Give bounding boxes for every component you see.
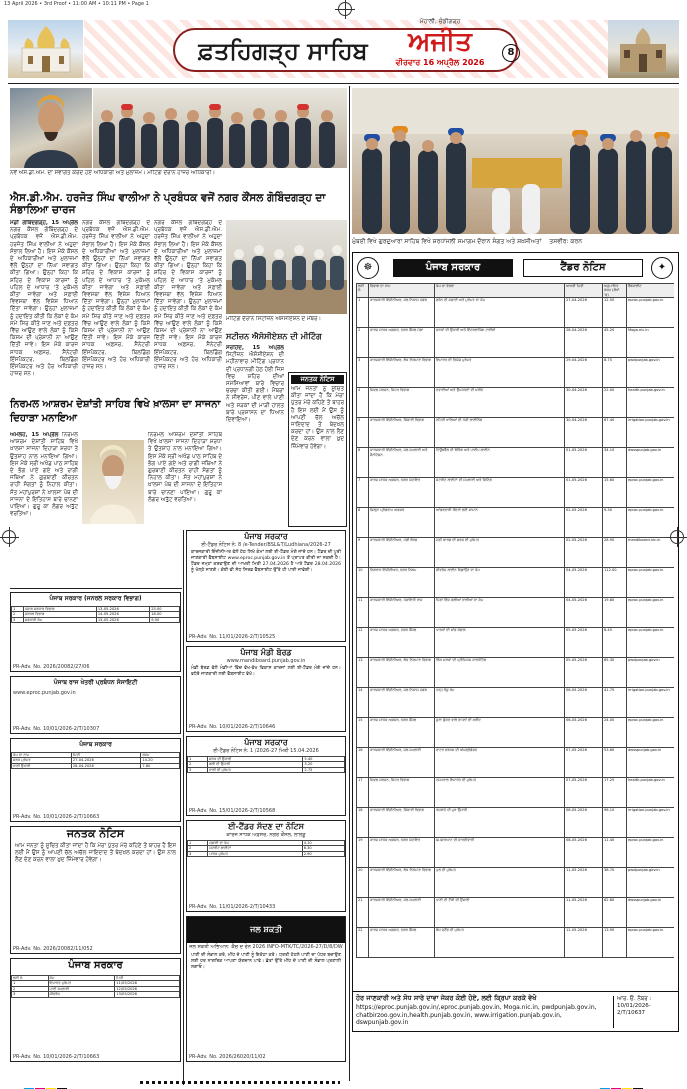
table-cell: ਸੀਵਰੇਜ ਲਾਈਨ ਵਿਛਾਉਣ ਦਾ ਕੰਮ [435, 568, 565, 598]
col-header: ਕੰਮ ਦਾ ਵੇਰਵਾ [435, 284, 565, 298]
print-strip [140, 1081, 340, 1084]
table-cell: ਕਾਰਜਕਾਰੀ ਇੰਜੀਨੀਅਰ, ਮੰਡੀ ਬੋਰਡ [369, 538, 435, 568]
table-row [357, 598, 675, 628]
table-cell: 112.00 [603, 568, 627, 598]
table-cell: eproc.punjab.gov.in [627, 718, 675, 748]
small-ad-1-title: ਪੰਜਾਬ ਸਰਕਾਰ (ਜਨਰਲ ਸਰਕਾਰ ਵਿਭਾਗ) [49, 595, 142, 602]
table-cell: ਪਿੰਡਾਂ ਵਿੱਚ ਗਲੀਆਂ ਨਾਲੀਆਂ ਦਾ ਕੰਮ [435, 598, 565, 628]
table-row [357, 868, 675, 898]
table-row [357, 808, 675, 838]
mid-ad-1-title: ਪੰਜਾਬ ਸਰਕਾਰ [244, 531, 288, 541]
table-cell: 34.10 [603, 448, 627, 478]
table-cell: 06-05-2026 [565, 718, 603, 748]
table-cell: ਕੂੜਾ ਚੁੱਕਣ ਵਾਲੇ ਵਾਹਨਾਂ ਦੀ ਖ਼ਰੀਦ [435, 718, 565, 748]
small-ad-3: ਪੰਜਾਬ ਸਰਕਾਰ ਕੰਮ ਦਾ ਨਾਮ ਮਿਤੀ ਰਕਮ ਸੜਕ ਮੁਰੰਮਤ 27-04-2026 14.20 ਨਾਲੀ ਉਸਾਰੀ 28-04-2026 7.80 PR-Adv. No. 10/01/2026-2/T/10663 [10, 738, 181, 822]
table-cell: 2 [357, 328, 369, 358]
lead-body-text-cont-2: ਨਗਰ ਕੌਂਸਲ ਗੋਬਿੰਦਗੜ੍ਹ ਦੇ ਪ੍ਰਬੰਧਕ ਵਜੋਂ ਐਸ.ਡੀ.ਐਮ. ਹਰਜੋਤ ਸਿੰਘ ਵਾਲੀਆ ਨੇ ਅਹੁਦਾ ਸੰਭਾਲ ਲਿਆ ਹੈ। ਇਸ ਮੌਕੇ ਕੌਂਸਲ ਦੇ ਅਧਿਕਾਰੀਆਂ ਅਤੇ ਮੁਲਾਜ਼ਮਾਂ ਵੱਲੋਂ ਉਨ੍ਹਾਂ ਦਾ ਨਿੱਘਾ ਸਵਾਗਤ ਕੀਤਾ ਗਿਆ। ਉਨ੍ਹਾਂ ਕਿਹਾ ਕਿ ਸ਼ਹਿਰ ਦੇ ਵਿਕਾਸ ਕਾਰਜਾਂ ਨੂੰ ਪਹਿਲ ਦੇ ਆਧਾਰ 'ਤੇ ਮੁਕੰਮਲ ਕੀਤਾ ਜਾਵੇਗਾ ਅਤੇ ਸਫ਼ਾਈ ਵਿਵਸਥਾ ਵੱਲ ਵਿਸ਼ੇਸ਼ ਧਿਆਨ ਦਿੱਤਾ ਜਾਵੇਗਾ। ਉਨ੍ਹਾਂ ਮੁਲਾਜ਼ਮਾਂ ਨੂੰ ਹਦਾਇਤ ਕੀਤੀ ਕਿ ਲੋਕਾਂ ਦੇ ਕੰਮ ਸਮੇਂ ਸਿਰ ਕੀਤੇ ਜਾਣ ਅਤੇ ਦਫ਼ਤਰ ਵਿੱਚ ਆਉਣ ਵਾਲੇ ਲੋਕਾਂ ਨੂੰ ਕਿਸੇ ਕਿਸਮ ਦੀ ਪ੍ਰੇਸ਼ਾਨੀ ਨਾ ਆਉਣ ਦਿੱਤੀ ਜਾਵੇ। ਇਸ ਮੌਕੇ ਕਾਰਜ ਸਾਧਕ ਅਫ਼ਸਰ, ਸੈਨੇਟਰੀ ਇੰਸਪੈਕਟਰ, ਬਿਲਡਿੰਗ ਇੰਸਪੈਕਟਰ ਅਤੇ ਹੋਰ ਅਧਿਕਾਰੀ ਹਾਜ਼ਰ ਸਨ। [154, 220, 222, 371]
masthead [8, 18, 679, 80]
table-cell: 07-05-2026 [565, 778, 603, 808]
table-cell: 28.90 [603, 538, 627, 568]
table-row [357, 568, 675, 598]
table-cell: 17 [357, 778, 369, 808]
sdm-portrait-photo [10, 88, 92, 168]
table-cell: dwsspunjab.gov.in [627, 748, 675, 778]
table-cell: 07-05-2026 [565, 748, 603, 778]
registration-mark-icon [670, 530, 684, 544]
table-row [357, 928, 675, 958]
table-cell: ਕਾਰਜਕਾਰੀ ਇੰਜੀਨੀਅਰ, ਜਲ ਨਿਕਾਸ ਮੰਡਲ [369, 688, 435, 718]
table-row [357, 628, 675, 658]
table-cell: ਇਮਾਰਤ ਦੀ ਵਿਸ਼ੇਸ਼ ਮੁਰੰਮਤ [435, 358, 565, 388]
table-cell: 13 [357, 658, 369, 688]
table-cell: 12.50 [603, 298, 627, 328]
mid-ad-4-ref: PR-Adv. No. 11/01/2026-2/T/10433 [189, 904, 276, 910]
col-header: ਆਖਰੀ ਮਿਤੀ [565, 284, 603, 298]
table-cell: ਜ਼ਿਲ੍ਹਾ ਪ੍ਰੋਗਰਾਮ ਅਫ਼ਸਰ [369, 508, 435, 538]
mid-ad-5-title: ਜਲ ਸ਼ਕਤੀ [187, 917, 345, 943]
adv-label: ਆਰ. ਓ. ਨੰਬਰ : [617, 996, 652, 1002]
table-cell: dwsspunjab.gov.in [627, 898, 675, 928]
mid-ad-1-ref: PR-Adv. No. 11/01/2026-2/T/10525 [189, 634, 276, 640]
gurdwara-photo [8, 20, 83, 78]
table-cell: ਕਾਰਜਕਾਰੀ ਇੰਜੀਨੀਅਰ, ਸਿੰਚਾਈ ਵਿਭਾਗ [369, 418, 435, 448]
meeting-photo-caption: ਮੀਟਿੰਗ ਦੌਰਾਨ ਸਿਟੀਜ਼ਨ ਐਸੋਸੀਏਸ਼ਨ ਦੇ ਮੈਂਬਰ। [226, 316, 322, 322]
table-cell: 11 [357, 598, 369, 628]
table-cell: ਨਹਿਰੀ ਖਾਲਿਆਂ ਦੀ ਪੱਕੀ ਲਾਈਨਿੰਗ [435, 418, 565, 448]
lead-dateline: ਮੰਡੀ ਗੋਬਿੰਦਗੜ੍ਹ, 15 ਅਪ੍ਰੈਲ [10, 220, 78, 226]
table-cell: ਨਿਗਰਾਨ ਇੰਜੀਨੀਅਰ, ਨਗਰ ਨਿਗਮ [369, 568, 435, 598]
table-cell: ਕਾਰਜਕਾਰੀ ਇੰਜੀਨੀਅਰ, ਜਲ ਸਪਲਾਈ ਅਤੇ ਸੈਨੀਟੇਸ਼ਨ [369, 448, 435, 478]
table-cell: ਕਾਰਜ ਸਾਧਕ ਅਫ਼ਸਰ, ਨਗਰ ਕੌਂਸਲ [369, 718, 435, 748]
mid-ad-3-line: ਈ-ਟੈਂਡਰ ਨੋਟਿਸ ਨੰ: 1 /2026-27 ਮਿਤੀ 15.04.2026 [213, 748, 319, 754]
table-cell: ਸੜਕਾਂ ਦੀ ਉਸਾਰੀ ਅਤੇ ਇੰਟਰਲਾਕਿੰਗ ਟਾਈਲਾਂ [435, 328, 565, 358]
table-cell: eproc.punjab.gov.in [627, 478, 675, 508]
table-cell: 6.45 [603, 628, 627, 658]
col-header: ਲੜੀ ਨੰ. [357, 284, 369, 298]
table-cell: 08-05-2026 [565, 808, 603, 838]
monument-photo [608, 20, 679, 78]
small-ad-1-ref: PR-Adv. No. 2026/20082/27/06 [13, 664, 90, 670]
tender-table [356, 283, 674, 958]
table-cell: health.punjab.gov.in [627, 388, 675, 418]
table-cell: ਮੰਡੀ ਯਾਰਡ ਦੀ ਫ਼ਰਸ਼ ਦੀ ਮੁਰੰਮਤ [435, 538, 565, 568]
mid-ad-3: ਪੰਜਾਬ ਸਰਕਾਰ ਈ-ਟੈਂਡਰ ਨੋਟਿਸ ਨੰ: 1 /2026-27 ਮਿਤੀ 15.04.2026 1 ਸੜਕ ਦੀ ਉਸਾਰੀ 5.40 2 ਗਲੀ ਦੀ ਉਸਾਰੀ 3.20 3 ਨਾਲੀ ਦੀ ਮੁਰੰਮਤ 2.75 PR-Adv. No. 15/01/2026-2/T/10568 [186, 736, 346, 816]
table-cell: ਵਾਟਰ ਵਰਕਸ ਦੀ ਅੱਪਗ੍ਰੇਡੇਸ਼ਨ [435, 748, 565, 778]
table-cell: 05-05-2026 [565, 658, 603, 688]
table-cell: 6 [357, 448, 369, 478]
table-cell: 22 [357, 928, 369, 958]
table-cell: eproc.punjab.gov.in [627, 508, 675, 538]
officials-group-photo [93, 88, 347, 168]
table-cell: 21 [357, 898, 369, 928]
table-cell: 85.30 [603, 658, 627, 688]
col-header: ਵੈੱਬਸਾਈਟ [627, 284, 675, 298]
table-cell: 7 [357, 478, 369, 508]
table-cell: irrigation.punjab.gov.in [627, 418, 675, 448]
table-cell: pwdpunjab.gov.in [627, 868, 675, 898]
table-cell: 19.80 [603, 598, 627, 628]
table-cell: 96.10 [603, 808, 627, 838]
lead-headline: ਐਸ.ਡੀ.ਐਮ. ਹਰਜੋਤ ਸਿੰਘ ਵਾਲੀਆ ਨੇ ਪ੍ਰਬੰਧਕ ਵਜੋਂ ਨਗਰ ਕੌਂਸਲ ਗੋਬਿੰਦਗੜ੍ਹ ਦਾ ਸੰਭਾਲਿਆ ਚਾਰਜ [10, 192, 326, 216]
small-ad-5-ref: PR-Adv. No. 10/01/2026-2/T/10663 [13, 1054, 100, 1060]
mid-ad-4-title: ਈ-ਟੈਂਡਰ ਸੱਦਣ ਦਾ ਨੋਟਿਸ [228, 821, 304, 831]
table-row [357, 298, 675, 328]
table-row [357, 418, 675, 448]
lead-body-text: ਨਗਰ ਕੌਂਸਲ ਗੋਬਿੰਦਗੜ੍ਹ ਦੇ ਪ੍ਰਬੰਧਕ ਵਜੋਂ ਐਸ.ਡੀ.ਐਮ. ਹਰਜੋਤ ਸਿੰਘ ਵਾਲੀਆ ਨੇ ਅਹੁਦਾ ਸੰਭਾਲ ਲਿਆ ਹੈ। ਇਸ ਮੌਕੇ ਕੌਂਸਲ ਦੇ ਅਧਿਕਾਰੀਆਂ ਅਤੇ ਮੁਲਾਜ਼ਮਾਂ ਵੱਲੋਂ ਉਨ੍ਹਾਂ ਦਾ ਨਿੱਘਾ ਸਵਾਗਤ ਕੀਤਾ ਗਿਆ। ਉਨ੍ਹਾਂ ਕਿਹਾ ਕਿ ਸ਼ਹਿਰ ਦੇ ਵਿਕਾਸ ਕਾਰਜਾਂ ਨੂੰ ਪਹਿਲ ਦੇ ਆਧਾਰ 'ਤੇ ਮੁਕੰਮਲ ਕੀਤਾ ਜਾਵੇਗਾ ਅਤੇ ਸਫ਼ਾਈ ਵਿਵਸਥਾ ਵੱਲ ਵਿਸ਼ੇਸ਼ ਧਿਆਨ ਦਿੱਤਾ ਜਾਵੇਗਾ। ਉਨ੍ਹਾਂ ਮੁਲਾਜ਼ਮਾਂ ਨੂੰ ਹਦਾਇਤ ਕੀਤੀ ਕਿ ਲੋਕਾਂ ਦੇ ਕੰਮ ਸਮੇਂ ਸਿਰ ਕੀਤੇ ਜਾਣ ਅਤੇ ਦਫ਼ਤਰ ਵਿੱਚ ਆਉਣ ਵਾਲੇ ਲੋਕਾਂ ਨੂੰ ਕਿਸੇ ਕਿਸਮ ਦੀ ਪ੍ਰੇਸ਼ਾਨੀ ਨਾ ਆਉਣ ਦਿੱਤੀ ਜਾਵੇ। ਇਸ ਮੌਕੇ ਕਾਰਜ ਸਾਧਕ ਅਫ਼ਸਰ, ਸੈਨੇਟਰੀ ਇੰਸਪੈਕਟਰ, ਬਿਲਡਿੰਗ ਇੰਸਪੈਕਟਰ ਅਤੇ ਹੋਰ ਅਧਿਕਾਰੀ ਹਾਜ਼ਰ ਸਨ। [10, 227, 78, 378]
public-notice-body: ਆਮ ਜਨਤਾ ਨੂੰ ਸੂਚਿਤ ਕੀਤਾ ਜਾਂਦਾ ਹੈ ਕਿ ਮੇਰਾ ਪੁੱਤਰ ਮੇਰੇ ਕਹਿਣੇ ਤੋਂ ਬਾਹਰ ਹੈ ਇਸ ਲਈ ਮੈਂ ਉਸ ਨੂੰ ਆਪਣੀ ਚੱਲ ਅਚੱਲ ਜਾਇਦਾਦ ਤੋਂ ਬੇਦਖ਼ਲ ਕਰਦਾ ਹਾਂ। ਉਸ ਨਾਲ ਲੈਣ ਦੇਣ ਕਰਨ ਵਾਲਾ ਖ਼ੁਦ ਜ਼ਿੰਮੇਵਾਰ ਹੋਵੇਗਾ। [291, 386, 344, 450]
mid-ad-2-ref: PR-Adv. No. 10/01/2026-2/T/10646 [189, 724, 276, 730]
table-cell: health.punjab.gov.in [627, 778, 675, 808]
mid-ad-2-line: www.mandiboard.punjab.gov.in [226, 658, 306, 664]
table-row [357, 898, 675, 928]
table-row [357, 448, 675, 478]
table-cell: 12 [357, 628, 369, 658]
table-cell: 22.00 [603, 388, 627, 418]
table-cell: eproc.punjab.gov.in [627, 598, 675, 628]
right-photo-credit: ਤਸਵੀਰ: ਕਰਨ [549, 238, 582, 245]
table-cell: 01-05-2026 [565, 478, 603, 508]
table-cell: ਹੜ੍ਹ ਰੋਕੂ ਕੰਮ [435, 688, 565, 718]
nirmal-body-text: ਨਿਰਮਲ ਆਸ਼ਰਮ ਦੇਸ਼ਾਂਤੀ ਸਾਹਿਬ ਵਿਖੇ ਖ਼ਾਲਸਾ ਸਾਜਨਾ ਦਿਹਾੜਾ ਸ਼ਰਧਾ ਤੇ ਉਤਸ਼ਾਹ ਨਾਲ ਮਨਾਇਆ ਗਿਆ। ਇਸ ਮੌਕੇ ਸ੍ਰੀ ਅਖੰਡ ਪਾਠ ਸਾਹਿਬ ਦੇ ਭੋਗ ਪਾਏ ਗਏ ਅਤੇ ਰਾਗੀ ਜਥਿਆਂ ਨੇ ਗੁਰਬਾਣੀ ਕੀਰਤਨ ਰਾਹੀਂ ਸੰਗਤਾਂ ਨੂੰ ਨਿਹਾਲ ਕੀਤਾ। ਸੰਤ ਮਹਾਂਪੁਰਸ਼ਾਂ ਨੇ ਖ਼ਾਲਸਾ ਪੰਥ ਦੀ ਸਾਜਨਾ ਦੇ ਇਤਿਹਾਸ ਬਾਰੇ ਚਾਨਣਾ ਪਾਇਆ। ਗੁਰੂ ਕਾ ਲੰਗਰ ਅਤੁੱਟ ਵਰਤਿਆ। [10, 432, 78, 518]
lead-body-col-1 [10, 220, 78, 392]
table-cell: ਕਾਰਜਕਾਰੀ ਇੰਜੀਨੀਅਰ, ਜਲ ਸਪਲਾਈ [369, 748, 435, 778]
meeting-dateline: ਸਰਹਿੰਦ, 15 ਅਪ੍ਰੈਲ [226, 345, 284, 351]
table-cell: 11-05-2026 [565, 868, 603, 898]
table-cell: ਕਾਰਜਕਾਰੀ ਇੰਜੀਨੀਅਰ, ਲੋਕ ਨਿਰਮਾਣ ਵਿਭਾਗ [369, 868, 435, 898]
table-cell: ਕਾਰਜ ਸਾਧਕ ਅਫ਼ਸਰ, ਨਗਰ ਕੌਂਸਲ ਮੋਗਾ [369, 328, 435, 358]
table-cell: ਕਾਰਜ ਸਾਧਕ ਅਫ਼ਸਰ, ਨਗਰ ਪੰਚਾਇਤ [369, 838, 435, 868]
table-cell: eproc.punjab.gov.in [627, 298, 675, 328]
table-row [357, 478, 675, 508]
table-cell: 13.90 [603, 928, 627, 958]
lead-body-text-cont: ਨਗਰ ਕੌਂਸਲ ਗੋਬਿੰਦਗੜ੍ਹ ਦੇ ਪ੍ਰਬੰਧਕ ਵਜੋਂ ਐਸ.ਡੀ.ਐਮ. ਹਰਜੋਤ ਸਿੰਘ ਵਾਲੀਆ ਨੇ ਅਹੁਦਾ ਸੰਭਾਲ ਲਿਆ ਹੈ। ਇਸ ਮੌਕੇ ਕੌਂਸਲ ਦੇ ਅਧਿਕਾਰੀਆਂ ਅਤੇ ਮੁਲਾਜ਼ਮਾਂ ਵੱਲੋਂ ਉਨ੍ਹਾਂ ਦਾ ਨਿੱਘਾ ਸਵਾਗਤ ਕੀਤਾ ਗਿਆ। ਉਨ੍ਹਾਂ ਕਿਹਾ ਕਿ ਸ਼ਹਿਰ ਦੇ ਵਿਕਾਸ ਕਾਰਜਾਂ ਨੂੰ ਪਹਿਲ ਦੇ ਆਧਾਰ 'ਤੇ ਮੁਕੰਮਲ ਕੀਤਾ ਜਾਵੇਗਾ ਅਤੇ ਸਫ਼ਾਈ ਵਿਵਸਥਾ ਵੱਲ ਵਿਸ਼ੇਸ਼ ਧਿਆਨ ਦਿੱਤਾ ਜਾਵੇਗਾ। ਉਨ੍ਹਾਂ ਮੁਲਾਜ਼ਮਾਂ ਨੂੰ ਹਦਾਇਤ ਕੀਤੀ ਕਿ ਲੋਕਾਂ ਦੇ ਕੰਮ ਸਮੇਂ ਸਿਰ ਕੀਤੇ ਜਾਣ ਅਤੇ ਦਫ਼ਤਰ ਵਿੱਚ ਆਉਣ ਵਾਲੇ ਲੋਕਾਂ ਨੂੰ ਕਿਸੇ ਕਿਸਮ ਦੀ ਪ੍ਰੇਸ਼ਾਨੀ ਨਾ ਆਉਣ ਦਿੱਤੀ ਜਾਵੇ। ਇਸ ਮੌਕੇ ਕਾਰਜ ਸਾਧਕ ਅਫ਼ਸਰ, ਸੈਨੇਟਰੀ ਇੰਸਪੈਕਟਰ, ਬਿਲਡਿੰਗ ਇੰਸਪੈਕਟਰ ਅਤੇ ਹੋਰ ਅਧਿਕਾਰੀ ਹਾਜ਼ਰ ਸਨ। [82, 220, 150, 371]
table-row [357, 328, 675, 358]
table-cell: 01-05-2026 [565, 448, 603, 478]
table-cell: 11.40 [603, 838, 627, 868]
table-cell: ਕਾਰਜਕਾਰੀ ਇੰਜੀਨੀਅਰ, ਜਲ ਸਪਲਾਈ [369, 898, 435, 928]
table-cell: ਕਾਰਜਕਾਰੀ ਇੰਜੀਨੀਅਰ, ਪੰਚਾਇਤੀ ਰਾਜ [369, 598, 435, 628]
table-row [357, 688, 675, 718]
tender-urls: https://eproc.punjab.gov.in/,eproc.punjab.gov.in, Moga.nic.in, pwdpunjab.gov.in, chatbirzoo.gov.in,health.punjab.gov.in, www.irrigation.punjab.gov.in, dswpunjab.gov.in [356, 1004, 597, 1026]
table-cell: irrigation.punjab.gov.in [627, 688, 675, 718]
table-row [357, 658, 675, 688]
table-cell: ਕਾਰਜ ਸਾਧਕ ਅਫ਼ਸਰ, ਨਗਰ ਕੌਂਸਲ [369, 928, 435, 958]
small-ad-3-ref: PR-Adv. No. 10/01/2026-2/T/10663 [13, 814, 100, 820]
table-cell: Moga.nic.in [627, 328, 675, 358]
table-cell: 05-05-2026 [565, 628, 603, 658]
table-cell: ਕਾਰਜਕਾਰੀ ਇੰਜੀਨੀਅਰ, ਲੋਕ ਨਿਰਮਾਣ ਵਿਭਾਗ [369, 658, 435, 688]
sant-portrait-photo [82, 440, 144, 524]
table-cell: ਸਿਵਲ ਸਰਜਨ, ਸਿਹਤ ਵਿਭਾਗ [369, 388, 435, 418]
table-cell: 29-04-2026 [565, 358, 603, 388]
tender-notice [352, 252, 679, 1032]
registration-mark-icon [2, 530, 16, 544]
table-cell: 04-05-2026 [565, 598, 603, 628]
mid-ad-4: ਈ-ਟੈਂਡਰ ਸੱਦਣ ਦਾ ਨੋਟਿਸ ਕਾਰਜ ਸਾਧਕ ਅਫ਼ਸਰ, ਨਗਰ ਕੌਂਸਲ, ਲਾਲੜੂ 1 ਸਫ਼ਾਈ ਦਾ ਕੰਮ 4.10 2 ਸਟਰੀਟ ਲਾਈਟਾਂ 6.30 3 ਪਾਰਕ ਮੁਰੰਮਤ 2.90 PR-Adv. No. 11/01/2026-2/T/10433 [186, 820, 346, 912]
table-cell: 08-05-2026 [565, 838, 603, 868]
nirmal-dateline: ਅਮਲੋਹ, 15 ਅਪ੍ਰੈਲ [10, 432, 59, 438]
table-cell: ਕਾਰਜਕਾਰੀ ਇੰਜੀਨੀਅਰ, ਜਲ ਨਿਕਾਸ ਮੰਡਲ [369, 298, 435, 328]
table-cell: 30-04-2026 [565, 418, 603, 448]
lead-body-col-3 [154, 220, 222, 392]
table-cell: eproc.punjab.gov.in [627, 568, 675, 598]
table-cell: eproc.punjab.gov.in [627, 838, 675, 868]
table-cell: ਸ਼ਮਸ਼ਾਨਘਾਟ ਦੀ ਚਾਰਦੀਵਾਰੀ [435, 838, 565, 868]
table-cell: 04-05-2026 [565, 568, 603, 598]
gurdwara-gathering-photo [352, 88, 679, 234]
table-cell: pwdpunjab.gov.in [627, 358, 675, 388]
punjab-emblem-icon: ☸ [357, 257, 379, 279]
table-cell: pwdpunjab.gov.in [627, 658, 675, 688]
color-bar-right [600, 1079, 644, 1085]
table-cell: ਕਾਰਜ ਸਾਧਕ ਅਫ਼ਸਰ, ਨਗਰ ਪੰਚਾਇਤ [369, 478, 435, 508]
public-notice-title: ਜਨਤਕ ਨੋਟਿਸ [291, 375, 344, 384]
table-row [357, 838, 675, 868]
mid-ad-1: ਪੰਜਾਬ ਸਰਕਾਰ ਈ-ਟੈਂਡਰ ਨੋਟਿਸ ਨੰ: 8 /e-Tender/BSL&T/Ludhiana/2026-27 ਕਾਰਜਕਾਰੀ ਇੰਜੀਨੀਅਰ ਵੱਲੋਂ ਹੇਠ ਲਿਖੇ ਕੰਮਾਂ ਲਈ ਈ-ਟੈਂਡਰ ਮੰਗੇ ਜਾਂਦੇ ਹਨ। ਟੈਂਡਰ ਦੀ ਪੂਰੀ ਜਾਣਕਾਰੀ ਵੈੱਬਸਾਈਟ www.eproc.punjab.gov.in ਤੋਂ ਪ੍ਰਾਪਤ ਕੀਤੀ ਜਾ ਸਕਦੀ ਹੈ। ਟੈਂਡਰ ਜਮ੍ਹਾਂ ਕਰਵਾਉਣ ਦੀ ਆਖਰੀ ਮਿਤੀ 27.04.2026 ਹੈ ਅਤੇ ਟੈਂਡਰ 28.04.2026 ਨੂੰ ਖੋਲ੍ਹੇ ਜਾਣਗੇ। ਕੋਈ ਵੀ ਸੋਧ ਸਿਰਫ਼ ਵੈੱਬਸਾਈਟ ਉੱਤੇ ਹੀ ਪਾਈ ਜਾਵੇਗੀ। PR-Adv. No. 11/01/2026-2/T/10525 [186, 530, 346, 642]
small-ad-4-ref: PR-Adv. No. 2026/20082/11/052 [13, 946, 93, 952]
mid-ad-3-ref: PR-Adv. No. 15/01/2026-2/T/10568 [189, 808, 276, 814]
table-row [357, 358, 675, 388]
table-cell: eproc.punjab.gov.in [627, 928, 675, 958]
table-cell: 10 [357, 568, 369, 598]
small-ad-2-title: ਪੰਜਾਬ ਰਾਜ ਖੇਤਰੀ ਪ੍ਰਬੰਧਨ ਸੋਸਾਇਟੀ [53, 679, 138, 686]
table-cell: 28-04-2026 [565, 328, 603, 358]
print-slug: 13 April 2026 • 3rd Proof • 11:00 AM • 10:11 PM • Page 1 [4, 1, 149, 7]
table-row [357, 778, 675, 808]
issue-date: ਵੀਰਵਾਰ 16 ਅਪ੍ਰੈਲ 2026 [395, 58, 485, 67]
table-cell: 8 [357, 508, 369, 538]
tender-notice-title: ਟੈਂਡਰ ਨੋਟਿਸ [523, 259, 643, 277]
table-cell: ਸਟਰੀਟ ਲਾਈਟਾਂ ਦੀ ਸਪਲਾਈ ਅਤੇ ਫਿਟਿੰਗ [435, 478, 565, 508]
meeting-photo [226, 220, 347, 314]
mid-ad-5-line: ਜਲ ਸ਼ਕਤੀ ਅਭਿਆਨ: ਕੈਚ ਦ ਰੇਨ 2026 INFO-MTK/TC/2026-27/D/8/DW [189, 944, 343, 950]
mid-ad-5: ਜਲ ਸ਼ਕਤੀ ਜਲ ਸ਼ਕਤੀ ਅਭਿਆਨ: ਕੈਚ ਦ ਰੇਨ 2026 INFO-MTK/TC/2026-27/D/8/DW ਪਾਣੀ ਦੀ ਸੰਭਾਲ ਕਰੋ, ਮੀਂਹ ਦੇ ਪਾਣੀ ਨੂੰ ਇਕੱਠਾ ਕਰੋ। ਧਰਤੀ ਹੇਠਲੇ ਪਾਣੀ ਦਾ ਪੱਧਰ ਬਚਾਉਣ ਲਈ ਹਰ ਨਾਗਰਿਕ ਆਪਣਾ ਯੋਗਦਾਨ ਪਾਵੇ। ਛੱਤਾਂ ਉੱਤੇ ਮੀਂਹ ਦੇ ਪਾਣੀ ਦੀ ਸੰਭਾਲ ਪ੍ਰਣਾਲੀ ਲਗਾਓ। PR-Adv. No. 2026/26020/11/02 [186, 916, 346, 1062]
table-cell: 30-04-2026 [565, 388, 603, 418]
meeting-body-col-1 [226, 345, 284, 525]
mid-ad-2-title: ਪੰਜਾਬ ਮੰਡੀ ਬੋਰਡ [240, 647, 292, 657]
table-cell: ਪੁਲ ਦੀ ਮੁਰੰਮਤ [435, 868, 565, 898]
table-cell: eproc.punjab.gov.in [627, 628, 675, 658]
table-cell: 53.60 [603, 748, 627, 778]
page-number: 8 [502, 44, 520, 62]
table-cell: 02-05-2026 [565, 508, 603, 538]
small-ad-4-body: ਆਮ ਜਨਤਾ ਨੂੰ ਸੂਚਿਤ ਕੀਤਾ ਜਾਂਦਾ ਹੈ ਕਿ ਮੇਰਾ ਪੁੱਤਰ ਮੇਰੇ ਕਹਿਣੇ ਤੋਂ ਬਾਹਰ ਹੈ ਇਸ ਲਈ ਮੈਂ ਉਸ ਨੂੰ ਆਪਣੀ ਚੱਲ ਅਚੱਲ ਜਾਇਦਾਦ ਤੋਂ ਬੇਦਖ਼ਲ ਕਰਦਾ ਹਾਂ। ਉਸ ਨਾਲ ਲੈਣ ਦੇਣ ਕਰਨ ਵਾਲਾ ਖ਼ੁਦ ਜ਼ਿੰਮੇਵਾਰ ਹੋਵੇਗਾ। [15, 843, 176, 864]
table-cell: ਕਾਰਜਕਾਰੀ ਇੰਜੀਨੀਅਰ, ਲੋਕ ਨਿਰਮਾਣ ਵਿਭਾਗ [369, 358, 435, 388]
table-cell: ਲਿੰਕ ਸੜਕਾਂ ਦੀ ਪ੍ਰੀਮਿਕਸ ਕਾਰਪੈਟਿੰਗ [435, 658, 565, 688]
nirmal-headline: ਨਿਰਮਲ ਆਸ਼ਰਮ ਦੇਸ਼ਾਂਤੀ ਸਾਹਿਬ ਵਿਖੇ ਖ਼ਾਲਸਾ ਦਾ ਸਾਜਨਾ ਦਿਹਾੜਾ ਮਨਾਇਆ [10, 399, 221, 424]
table-cell: 4 [357, 388, 369, 418]
table-cell: 20 [357, 868, 369, 898]
table-cell: 1 [357, 298, 369, 328]
small-ad-2: ਪੰਜਾਬ ਰਾਜ ਖੇਤਰੀ ਪ੍ਰਬੰਧਨ ਸੋਸਾਇਟੀ www.eproc.punjab.gov.in PR-Adv. No. 10/01/2026-2/T/10307 [10, 676, 181, 734]
table-cell: ਹਸਪਤਾਲ ਇਮਾਰਤ ਦੀ ਮੁਰੰਮਤ [435, 778, 565, 808]
meeting-headline: ਸਟੀਜ਼ਨ ਐਸੋਸੀਏਸ਼ਨ ਦੀ ਮੀਟਿੰਗ [226, 331, 322, 341]
mid-ad-5-ref: PR-Adv. No. 2026/26020/11/02 [189, 1054, 266, 1060]
table-cell: 11-05-2026 [565, 898, 603, 928]
table-cell: 41.75 [603, 688, 627, 718]
tender-footer-note: ਹੋਰ ਜਾਣਕਾਰੀ ਅਤੇ ਸੋਧ ਸਾਰੇ ਦਾਵਾ ਜੇਕਰ ਕੋਈ ਹੋਏ, ਲਈ ਕ੍ਰਿਪਾ ਕਰਕੇ ਵੇਖੋ [356, 994, 537, 1002]
table-cell: ਕਾਰਜਕਾਰੀ ਇੰਜੀਨੀਅਰ, ਸਿੰਚਾਈ ਵਿਭਾਗ [369, 808, 435, 838]
nirmal-body-col-1 [10, 432, 78, 588]
lead-photo-caption: ਨਵੇਂ ਐਸ.ਡੀ.ਐਮ. ਦਾ ਸਵਾਗਤ ਕਰਦੇ ਹੋਏ ਅਧਿਕਾਰੀ ਅਤੇ ਮੁਲਾਜ਼ਮ। ਮੀਟਿੰਗ ਦੌਰਾਨ ਹਾਜ਼ਰ ਅਧਿਕਾਰੀ। [10, 170, 216, 176]
table-cell: ਆਂਗਣਵਾੜੀ ਕੇਂਦਰਾਂ ਲਈ ਸਾਮਾਨ [435, 508, 565, 538]
col-header: ਅਨੁਮਾਨਿਤ ਰਕਮ (ਲੱਖਾਂ 'ਚ) [603, 284, 627, 298]
table-cell: 27-04-2026 [565, 298, 603, 328]
small-ad-4 [10, 826, 181, 954]
small-ad-1: ਪੰਜਾਬ ਸਰਕਾਰ (ਜਨਰਲ ਸਰਕਾਰ ਵਿਭਾਗ) 1 ਪੰਜਾਬ ਸਰਕਾਰ ਵਿਭਾਗ 13-05-2026 25.00 2 ਜਨਰਲ ਵਿਭਾਗ 14-05-2026 18.00 3 ਸਰਕਾਰੀ ਕੰਮ 15-05-2026 9.50 PR-Adv. No. 2026/20082/27/06 [10, 592, 181, 672]
table-cell: ਪਾਣੀ ਦੀ ਟੈਂਕੀ ਦੀ ਉਸਾਰੀ [435, 898, 565, 928]
table-cell: ਟਿਊਬਵੈੱਲ ਦੀ ਬੋਰਿੰਗ ਅਤੇ ਪਾਈਪ ਲਾਈਨ [435, 448, 565, 478]
table-cell: 15 [357, 718, 369, 748]
seal-icon: ✦ [651, 257, 673, 279]
nirmal-body-text-cont: ਨਿਰਮਲ ਆਸ਼ਰਮ ਦੇਸ਼ਾਂਤੀ ਸਾਹਿਬ ਵਿਖੇ ਖ਼ਾਲਸਾ ਸਾਜਨਾ ਦਿਹਾੜਾ ਸ਼ਰਧਾ ਤੇ ਉਤਸ਼ਾਹ ਨਾਲ ਮਨਾਇਆ ਗਿਆ। ਇਸ ਮੌਕੇ ਸ੍ਰੀ ਅਖੰਡ ਪਾਠ ਸਾਹਿਬ ਦੇ ਭੋਗ ਪਾਏ ਗਏ ਅਤੇ ਰਾਗੀ ਜਥਿਆਂ ਨੇ ਗੁਰਬਾਣੀ ਕੀਰਤਨ ਰਾਹੀਂ ਸੰਗਤਾਂ ਨੂੰ ਨਿਹਾਲ ਕੀਤਾ। ਸੰਤ ਮਹਾਂਪੁਰਸ਼ਾਂ ਨੇ ਖ਼ਾਲਸਾ ਪੰਥ ਦੀ ਸਾਜਨਾ ਦੇ ਇਤਿਹਾਸ ਬਾਰੇ ਚਾਨਣਾ ਪਾਇਆ। ਗੁਰੂ ਕਾ ਲੰਗਰ ਅਤੁੱਟ ਵਰਤਿਆ। [148, 432, 222, 503]
table-cell: 15.60 [603, 478, 627, 508]
table-cell: 19 [357, 838, 369, 868]
table-cell: 38.70 [603, 868, 627, 898]
small-ad-2-ref: PR-Adv. No. 10/01/2026-2/T/10307 [13, 726, 100, 732]
table-row [357, 748, 675, 778]
table-cell: 16 [357, 748, 369, 778]
table-cell: 9.30 [603, 508, 627, 538]
table-cell: dwsspunjab.gov.in [627, 448, 675, 478]
table-cell: 06-05-2026 [565, 688, 603, 718]
small-ad-5: ਪੰਜਾਬ ਸਰਕਾਰ ਲੜੀ ਨੰ. ਕੰਮ ਮਿਤੀ 1 ਇਮਾਰਤ ਮੁਰੰਮਤ 11/05/2026 2 ਪਾਣੀ ਸਪਲਾਈ 12/05/2026 3 ਸੀਵਰੇਜ 13/05/2026 PR-Adv. No. 10/01/2026-2/T/10663 [10, 958, 181, 1062]
table-row [357, 538, 675, 568]
table-cell: 62.80 [603, 898, 627, 928]
small-ad-5-title: ਪੰਜਾਬ ਸਰਕਾਰ [68, 960, 123, 971]
table-cell: ਦਵਾਈਆਂ ਅਤੇ ਉਪਕਰਣਾਂ ਦੀ ਖ਼ਰੀਦ [435, 388, 565, 418]
lead-body-col-2 [82, 220, 150, 392]
mid-ad-1-line: ਈ-ਟੈਂਡਰ ਨੋਟਿਸ ਨੰ: 8 /e-Tender/BSL&T/Ludhiana/2026-27 [201, 542, 331, 548]
table-cell: 24.00 [603, 718, 627, 748]
color-bar [24, 1079, 68, 1085]
mid-ad-3-title: ਪੰਜਾਬ ਸਰਕਾਰ [244, 737, 288, 747]
table-cell: mandiboard.nic.in [627, 538, 675, 568]
adv-number: 10/01/2026-2/T/10637 [617, 1003, 651, 1016]
table-row [357, 388, 675, 418]
col-header: ਵਿਭਾਗ ਦਾ ਨਾਮ [369, 284, 435, 298]
table-row [357, 508, 675, 538]
table-cell: ਪਾਰਕਾਂ ਦੀ ਸਾਂਭ ਸੰਭਾਲ [435, 628, 565, 658]
table-row [357, 718, 675, 748]
mid-ad-4-line: ਕਾਰਜ ਸਾਧਕ ਅਫ਼ਸਰ, ਨਗਰ ਕੌਂਸਲ, ਲਾਲੜੂ [226, 832, 306, 838]
table-cell: 14 [357, 688, 369, 718]
meeting-body-text: ਸਿਟੀਜ਼ਨ ਐਸੋਸੀਏਸ਼ਨ ਦੀ ਮਹੀਨਾਵਾਰ ਮੀਟਿੰਗ ਪ੍ਰਧਾਨ ਦੀ ਪ੍ਰਧਾਨਗੀ ਹੇਠ ਹੋਈ ਜਿਸ ਵਿਚ ਸ਼ਹਿਰ ਦੀਆਂ ਸਮੱਸਿਆਵਾਂ ਬਾਰੇ ਵਿਚਾਰ ਚਰਚਾ ਕੀਤੀ ਗਈ। ਮੈਂਬਰਾਂ ਨੇ ਸੀਵਰੇਜ, ਪੀਣ ਵਾਲੇ ਪਾਣੀ ਅਤੇ ਸੜਕਾਂ ਦੀ ਮਾੜੀ ਹਾਲਤ ਬਾਰੇ ਪ੍ਰਸ਼ਾਸਨ ਦਾ ਧਿਆਨ ਦਿਵਾਇਆ। [226, 352, 284, 424]
table-cell: 3 [357, 358, 369, 388]
table-cell: 9 [357, 538, 369, 568]
table-cell: irrigation.punjab.gov.in [627, 808, 675, 838]
table-cell: 02-05-2026 [565, 538, 603, 568]
public-notice-box [288, 372, 347, 527]
table-cell: 12-05-2026 [565, 928, 603, 958]
right-photo-caption [352, 237, 679, 247]
paper-name: ਅਜੀਤ [408, 27, 472, 57]
table-cell: 17.25 [603, 778, 627, 808]
table-cell: 8.75 [603, 358, 627, 388]
table-cell: ਬੱਸ ਸਟੈਂਡ ਦੀ ਮੁਰੰਮਤ [435, 928, 565, 958]
mid-ad-2: ਪੰਜਾਬ ਮੰਡੀ ਬੋਰਡ www.mandiboard.punjab.gov.in ਮੰਡੀ ਬੋਰਡ ਵੱਲੋਂ ਮੰਡੀਆਂ ਵਿੱਚ ਵੱਖ-ਵੱਖ ਵਿਕਾਸ ਕਾਰਜਾਂ ਲਈ ਈ-ਟੈਂਡਰ ਮੰਗੇ ਜਾਂਦੇ ਹਨ। ਵਧੇਰੇ ਜਾਣਕਾਰੀ ਲਈ ਵੈੱਬਸਾਈਟ ਵੇਖੋ। PR-Adv. No. 10/01/2026-2/T/10646 [186, 646, 346, 732]
table-cell: 67.40 [603, 418, 627, 448]
edition-label: ਮੋਹਾਲੀ, ਚੰਡੀਗੜ੍ਹ [419, 18, 461, 25]
table-cell: ਰਜਬਾਹੇ ਦੀ ਮੁੜ ਉਸਾਰੀ [435, 808, 565, 838]
right-photo-caption-text: ਮੁੰਬਈ ਵਿਖੇ ਗੁਰਦੁਆਰਾ ਸਾਹਿਬ ਵਿਖੇ ਸ਼ਰਧਾਂਜਲੀ ਸਮਾਗਮ ਦੌਰਾਨ ਸੰਗਤ ਅਤੇ ਸ਼ਖ਼ਸੀਅਤਾਂ [352, 238, 542, 245]
table-cell: ਡਰੇਨ ਦੀ ਸਫ਼ਾਈ ਅਤੇ ਮੁਰੰਮਤ ਦਾ ਕੰਮ [435, 298, 565, 328]
tender-govt-title: ਪੰਜਾਬ ਸਰਕਾਰ [393, 259, 513, 277]
small-ad-4-title: ਜਨਤਕ ਨੋਟਿਸ [66, 827, 125, 840]
table-cell: ਸਿਵਲ ਸਰਜਨ, ਸਿਹਤ ਵਿਭਾਗ [369, 778, 435, 808]
registration-mark-icon [338, 2, 352, 16]
table-cell: 5 [357, 418, 369, 448]
small-ad-3-title: ਪੰਜਾਬ ਸਰਕਾਰ [79, 741, 112, 748]
table-cell: 18 [357, 808, 369, 838]
section-title: ਫ਼ਤਹਿਗੜ੍ਹ ਸਾਹਿਬ [198, 36, 368, 65]
table-cell: 45.20 [603, 328, 627, 358]
table-cell: ਕਾਰਜ ਸਾਧਕ ਅਫ਼ਸਰ, ਨਗਰ ਕੌਂਸਲ [369, 628, 435, 658]
